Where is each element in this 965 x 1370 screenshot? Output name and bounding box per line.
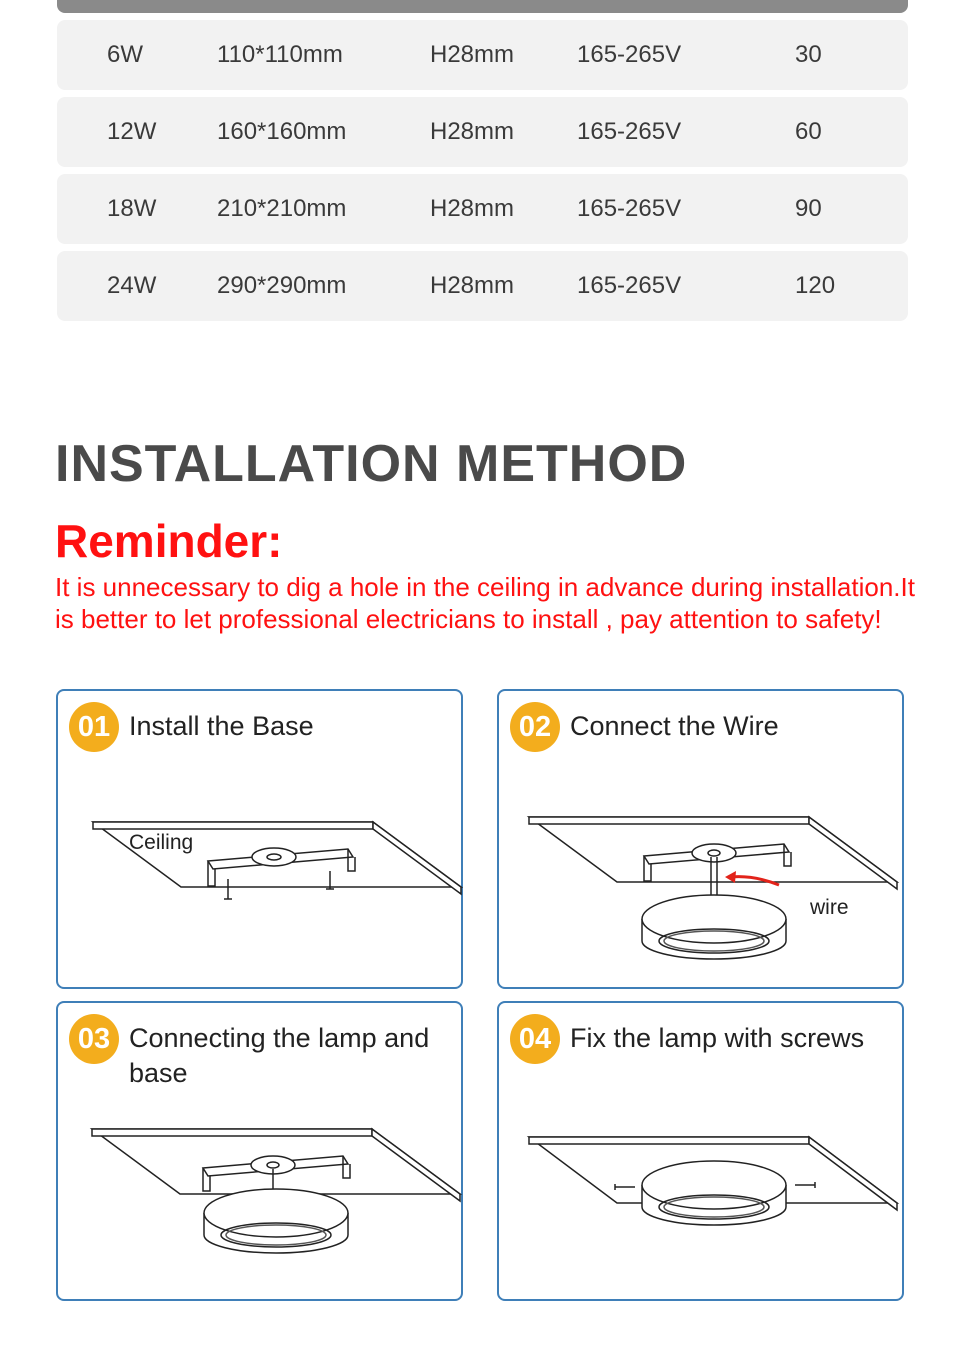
voltage-cell: 165-265V	[577, 118, 682, 145]
size-cell: 110*110mm	[217, 41, 343, 68]
table-row	[57, 174, 908, 244]
power-cell: 24W	[107, 272, 157, 299]
voltage-cell: 165-265V	[577, 41, 682, 68]
quantity-cell: 30	[795, 41, 822, 68]
height-cell: H28mm	[430, 41, 515, 68]
size-cell: 160*160mm	[217, 118, 347, 145]
section-title: INSTALLATION METHOD	[55, 435, 688, 493]
quantity-cell: 90	[795, 195, 822, 222]
step-card-4	[497, 1001, 904, 1301]
step-title: Install the Base	[129, 711, 314, 741]
reminder-text: It is unnecessary to dig a hole in the ceiling in advance during installation.It is better to let professional electricians to install , pay attention to safety!	[55, 572, 915, 634]
step-title: Fix the lamp with screws	[570, 1023, 865, 1053]
step-card-3	[56, 1001, 463, 1301]
voltage-cell: 165-265V	[577, 195, 682, 222]
table-top-bar	[57, 0, 908, 13]
table-row	[57, 251, 908, 321]
ceiling-label: Ceiling	[129, 831, 194, 854]
step-title: Connect the Wire	[570, 711, 779, 741]
size-cell: 290*290mm	[217, 272, 347, 299]
wire-label: wire	[810, 896, 849, 919]
height-cell: H28mm	[430, 272, 515, 299]
height-cell: H28mm	[430, 195, 515, 222]
quantity-cell: 60	[795, 118, 822, 145]
step-card-2	[497, 689, 904, 989]
power-cell: 12W	[107, 118, 157, 145]
height-cell: H28mm	[430, 118, 515, 145]
voltage-cell: 165-265V	[577, 272, 682, 299]
table-row	[57, 20, 908, 90]
step-number-badge: 02	[510, 702, 560, 752]
reminder-title: Reminder:	[55, 515, 283, 567]
step-title: Connecting the lamp and base	[129, 1023, 430, 1088]
power-cell: 18W	[107, 195, 157, 222]
quantity-cell: 120	[795, 272, 836, 299]
size-cell: 210*210mm	[217, 195, 347, 222]
power-cell: 6W	[107, 41, 143, 68]
step-number-badge: 04	[510, 1014, 560, 1064]
step-card-1	[56, 689, 463, 989]
step-number-badge: 03	[69, 1014, 119, 1064]
step-number-badge: 01	[69, 702, 119, 752]
table-row	[57, 97, 908, 167]
